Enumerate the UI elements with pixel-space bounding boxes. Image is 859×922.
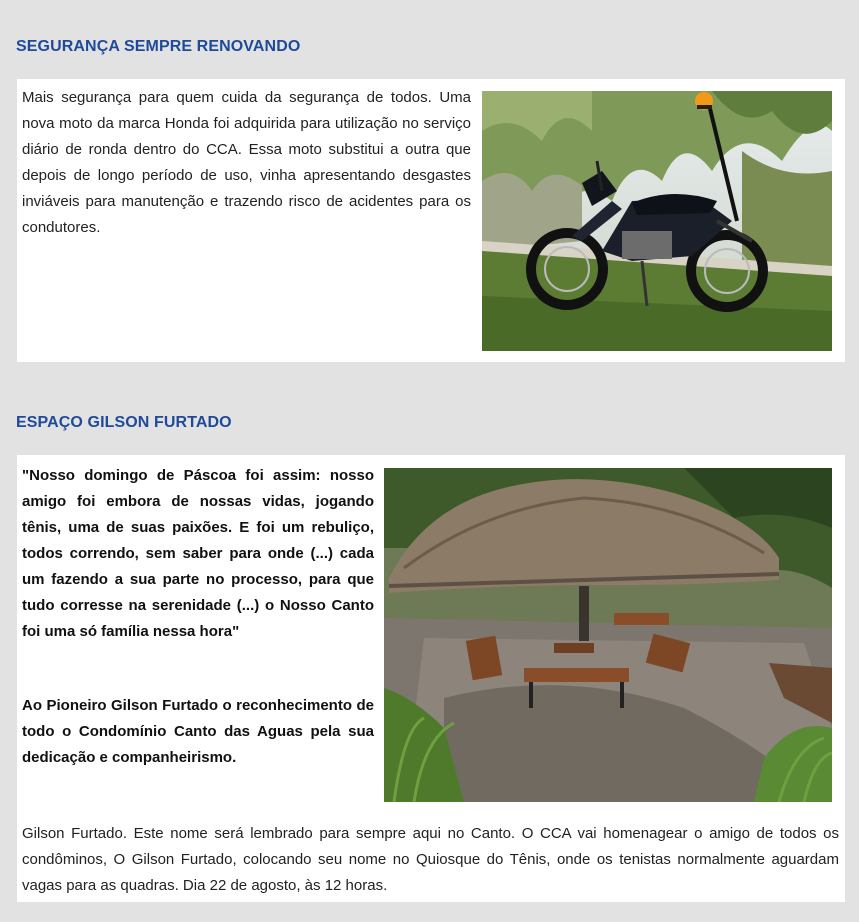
article-paragraph: Gilson Furtado. Este nome será lembrado para sempre aqui no Canto. O CCA vai homenagear o amigo de todos os condôminos, O Gilson Furtado, colocando seu nome no Quiosque do Tênis, onde os tenistas normalmente aguardam vagas para as quadras. Dia 22 de agosto, às 12 horas. xyxy=(22,825,839,894)
quote-paragraph: "Nosso domingo de Páscoa foi assim: nosso amigo foi embora de nossas vidas, jogando tênis, uma de suas paixões. E foi um rebuliço, todos correndo, sem saber para onde (...) cada um fazendo a sua parte no processo, para que tudo corresse na serenidade (...) o Nosso Canto foi uma só família nessa hora" xyxy=(22,467,374,640)
article-paragraph: Mais segurança para quem cuida da segurança de todos. Uma nova moto da marca Honda foi adquirida para utilização no serviço diário de ronda dentro do CCA. Essa moto substitui a outra que depois de longo período de uso, vinha apresentando desgastes inviáveis para manutenção e trazendo risco de acidentes para os condutores. xyxy=(22,89,471,236)
kiosk-photo xyxy=(384,468,832,802)
article-card-seguranca xyxy=(17,79,845,362)
article-card-gilson xyxy=(17,455,845,902)
tribute-paragraph: Ao Pioneiro Gilson Furtado o reconhecimento de todo o Condomínio Canto das Aguas pela sua dedicação e companheirismo. xyxy=(22,697,374,766)
section-title-seguranca: SEGURANÇA SEMPRE RENOVANDO xyxy=(16,38,301,55)
motorcycle-photo xyxy=(482,91,832,351)
section-title-gilson: ESPAÇO GILSON FURTADO xyxy=(16,414,232,431)
